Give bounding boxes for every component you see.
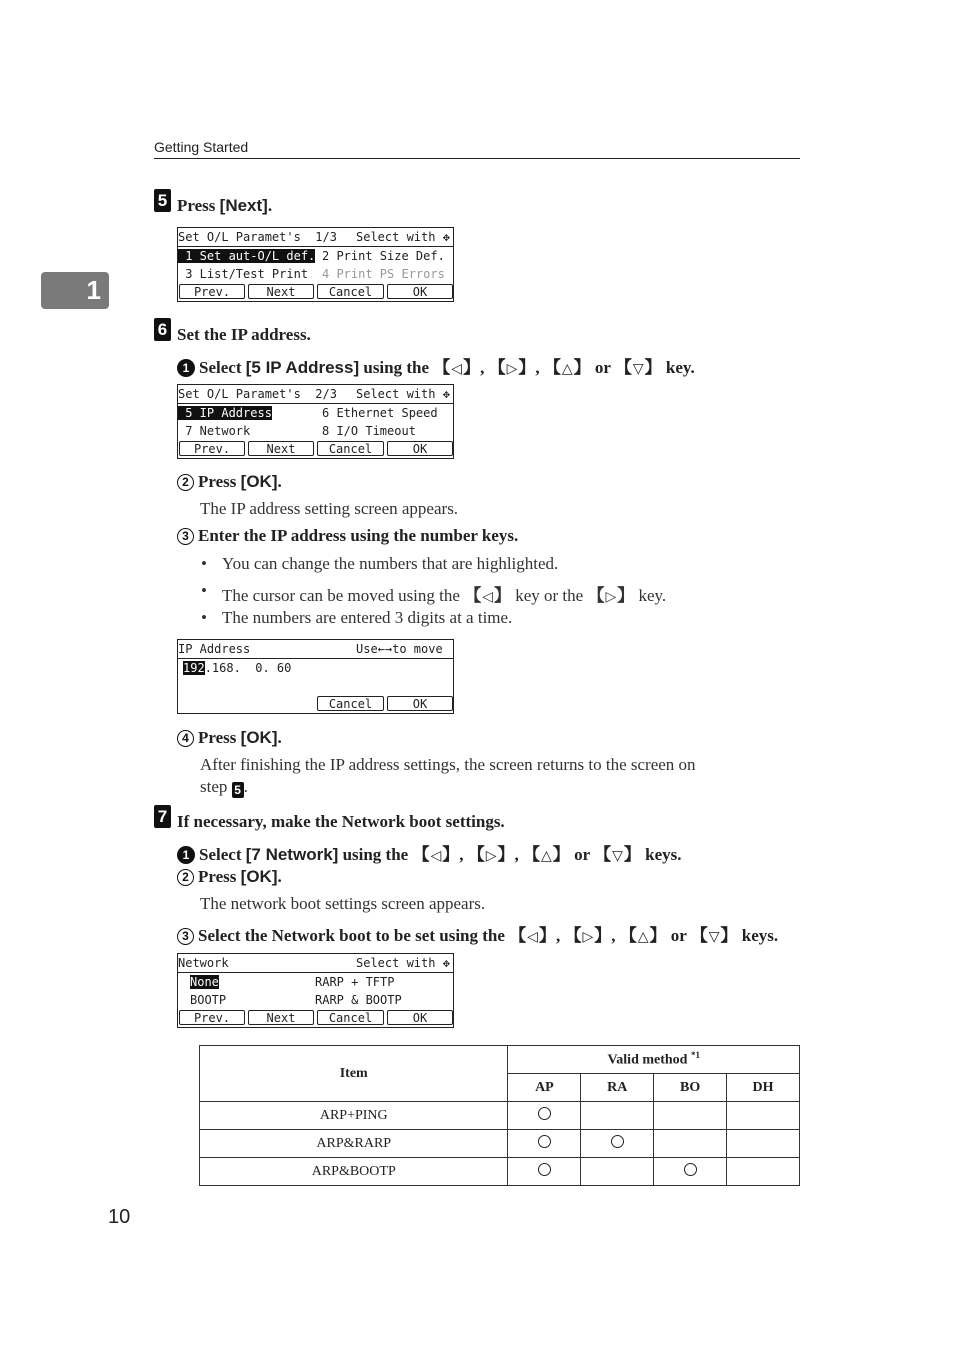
left-arrow-key-icon: ◁ bbox=[430, 848, 442, 864]
step-6-sub-4: 4 Press [OK]. bbox=[177, 728, 282, 748]
lcd-menu-item-8[interactable]: 8 I/O Timeout bbox=[322, 424, 416, 438]
step-7-sub-3: 3 Select the Network boot to be set using the 【◁】, 【▷】, 【△】 or 【▽】 keys. bbox=[177, 921, 778, 946]
step-5-badge: 5 bbox=[154, 189, 171, 212]
up-arrow-key-icon: △ bbox=[541, 848, 552, 864]
table-col-bo: BO bbox=[654, 1074, 727, 1102]
lcd-next-button[interactable]: Next bbox=[248, 1010, 314, 1025]
lcd-menu-item-7[interactable]: 7 Network bbox=[178, 424, 251, 438]
table-cell-item: ARP&BOOTP bbox=[200, 1158, 508, 1186]
table-col-dh: DH bbox=[727, 1074, 800, 1102]
lcd-option-none[interactable]: None bbox=[190, 975, 219, 989]
next-key-ref: [Next] bbox=[219, 196, 268, 215]
up-arrow-key-icon: △ bbox=[561, 361, 573, 377]
ip-octet-input[interactable]: 192 bbox=[183, 661, 205, 675]
table-col-ra: RA bbox=[581, 1074, 654, 1102]
lcd-next-button[interactable]: Next bbox=[248, 284, 314, 299]
step-6-badge: 6 bbox=[154, 318, 171, 341]
running-header: Getting Started bbox=[154, 139, 249, 155]
lcd-title: Network bbox=[178, 956, 229, 970]
lcd-menu-item-4: 4 Print PS Errors bbox=[322, 267, 445, 281]
ok-key-ref: [OK] bbox=[240, 728, 278, 747]
ok-key-ref: [OK] bbox=[240, 867, 278, 886]
lcd-panel-ip-address bbox=[177, 639, 454, 714]
ok-key-ref: [OK] bbox=[240, 472, 278, 491]
valid-circle-icon bbox=[684, 1163, 697, 1176]
lcd-title-hint: Select with ✥ bbox=[356, 956, 450, 970]
step-7-title: If necessary, make the Network boot settings. bbox=[177, 812, 505, 831]
right-arrow-key-icon: ▷ bbox=[582, 929, 594, 945]
table-row bbox=[200, 1158, 800, 1186]
ip-address-key-ref: [5 IP Address] bbox=[245, 358, 360, 377]
lcd-ok-button[interactable]: OK bbox=[387, 284, 453, 299]
lcd-prev-button[interactable]: Prev. bbox=[179, 441, 245, 456]
table-cell-item: ARP+PING bbox=[200, 1102, 508, 1130]
network-key-ref: [7 Network] bbox=[245, 845, 339, 864]
table-cell-item: ARP&RARP bbox=[200, 1130, 508, 1158]
step-7-sub-2-body: The network boot settings screen appears. bbox=[200, 894, 486, 913]
lcd-menu-item-6[interactable]: 6 Ethernet Speed bbox=[322, 406, 438, 420]
lcd-title: Set O/L Paramet's 2/3 bbox=[178, 387, 337, 401]
lcd-option-rarp-tftp[interactable]: RARP + TFTP bbox=[315, 975, 395, 989]
step-7-sub-1: 1 Select [7 Network] using the 【◁】, 【▷】, 【△】 or 【▽】 keys. bbox=[177, 840, 681, 865]
step-5-ref-icon: 5 bbox=[232, 782, 244, 798]
lcd-title: Set O/L Paramet's 1/3 bbox=[178, 230, 337, 244]
lcd-panel-step6 bbox=[177, 384, 454, 459]
lcd-prev-button[interactable]: Prev. bbox=[179, 1010, 245, 1025]
step-5-title: Press [Next]. bbox=[177, 196, 273, 215]
bullet-item: • You can change the numbers that are highlighted. bbox=[222, 554, 558, 574]
step-6-sub-2-body: The IP address setting screen appears. bbox=[200, 499, 459, 518]
valid-circle-icon bbox=[538, 1135, 551, 1148]
step-6-sub-1: 1 Select [5 IP Address] using the 【◁】, 【▷】, 【△】 or 【▽】 key. bbox=[177, 353, 695, 378]
valid-method-table bbox=[199, 1045, 800, 1186]
right-arrow-key-icon: ▷ bbox=[485, 848, 497, 864]
lcd-ok-button[interactable]: OK bbox=[387, 1010, 453, 1025]
lcd-next-button[interactable]: Next bbox=[248, 441, 314, 456]
lcd-ok-button[interactable]: OK bbox=[387, 696, 453, 711]
step-6-sub-3: 3 Enter the IP address using the number keys. bbox=[177, 526, 518, 546]
lcd-ok-button[interactable]: OK bbox=[387, 441, 453, 456]
down-arrow-key-icon: ▽ bbox=[632, 361, 644, 377]
valid-circle-icon bbox=[538, 1163, 551, 1176]
valid-circle-icon bbox=[611, 1135, 624, 1148]
table-header-item: Item bbox=[200, 1046, 508, 1102]
lcd-cancel-button[interactable]: Cancel bbox=[317, 1010, 384, 1025]
right-arrow-key-icon: ▷ bbox=[506, 361, 518, 377]
lcd-menu-item-5[interactable]: 5 IP Address bbox=[178, 406, 272, 420]
bullet-item: • The numbers are entered 3 digits at a time. bbox=[222, 608, 512, 628]
ip-address-value: .168. 0. 60 bbox=[204, 661, 292, 675]
lcd-option-rarp-bootp[interactable]: RARP & BOOTP bbox=[315, 993, 402, 1007]
left-arrow-key-icon: ◁ bbox=[451, 361, 463, 377]
header-rule bbox=[154, 158, 800, 159]
lcd-menu-item-2[interactable]: 2 Print Size Def. bbox=[322, 249, 445, 263]
step-7-sub-2: 2 Press [OK]. bbox=[177, 867, 282, 887]
lcd-prev-button[interactable]: Prev. bbox=[179, 284, 245, 299]
lcd-option-bootp[interactable]: BOOTP bbox=[190, 993, 227, 1007]
table-header-valid-method: Valid method $^{*1}$ bbox=[508, 1046, 800, 1074]
lcd-panel-step5 bbox=[177, 227, 454, 302]
step-6-sub-4-body: After finishing the IP address settings, the screen returns to the screen on bbox=[200, 755, 696, 774]
valid-circle-icon bbox=[538, 1107, 551, 1120]
table-row bbox=[200, 1102, 800, 1130]
lcd-menu-item-3[interactable]: 3 List/Test Print bbox=[178, 267, 309, 281]
chapter-tab: 1 bbox=[41, 272, 109, 309]
right-arrow-key-icon: ▷ bbox=[605, 589, 617, 605]
left-arrow-key-icon: ◁ bbox=[527, 929, 538, 945]
lcd-title-hint: Select with ✥ bbox=[356, 387, 450, 401]
bullet-item: • The cursor can be moved using the 【◁】 key or the 【▷】 key. bbox=[222, 581, 666, 606]
lcd-title: IP Address bbox=[178, 642, 251, 656]
lcd-title-hint: Select with ✥ bbox=[356, 230, 450, 244]
down-arrow-key-icon: ▽ bbox=[612, 848, 623, 864]
step-7-badge: 7 bbox=[154, 805, 171, 828]
step-6-sub-2: 2 Press [OK]. bbox=[177, 472, 282, 492]
table-row bbox=[200, 1130, 800, 1158]
lcd-menu-item-1[interactable]: 1 Set aut-O/L def. bbox=[178, 249, 316, 263]
lcd-cancel-button[interactable]: Cancel bbox=[317, 696, 384, 711]
lcd-panel-network bbox=[177, 953, 454, 1028]
lcd-title-hint: Use←→to move bbox=[356, 642, 443, 656]
lcd-cancel-button[interactable]: Cancel bbox=[317, 441, 384, 456]
lcd-cancel-button[interactable]: Cancel bbox=[317, 284, 384, 299]
up-arrow-key-icon: △ bbox=[637, 929, 649, 945]
page-number: 10 bbox=[108, 1206, 131, 1228]
step-6-title: Set the IP address. bbox=[177, 325, 311, 344]
left-arrow-key-icon: ◁ bbox=[482, 589, 493, 605]
down-arrow-key-icon: ▽ bbox=[708, 929, 720, 945]
table-col-ap: AP bbox=[508, 1074, 581, 1102]
step-6-sub-4-body-cont: step 5 . bbox=[200, 777, 248, 797]
